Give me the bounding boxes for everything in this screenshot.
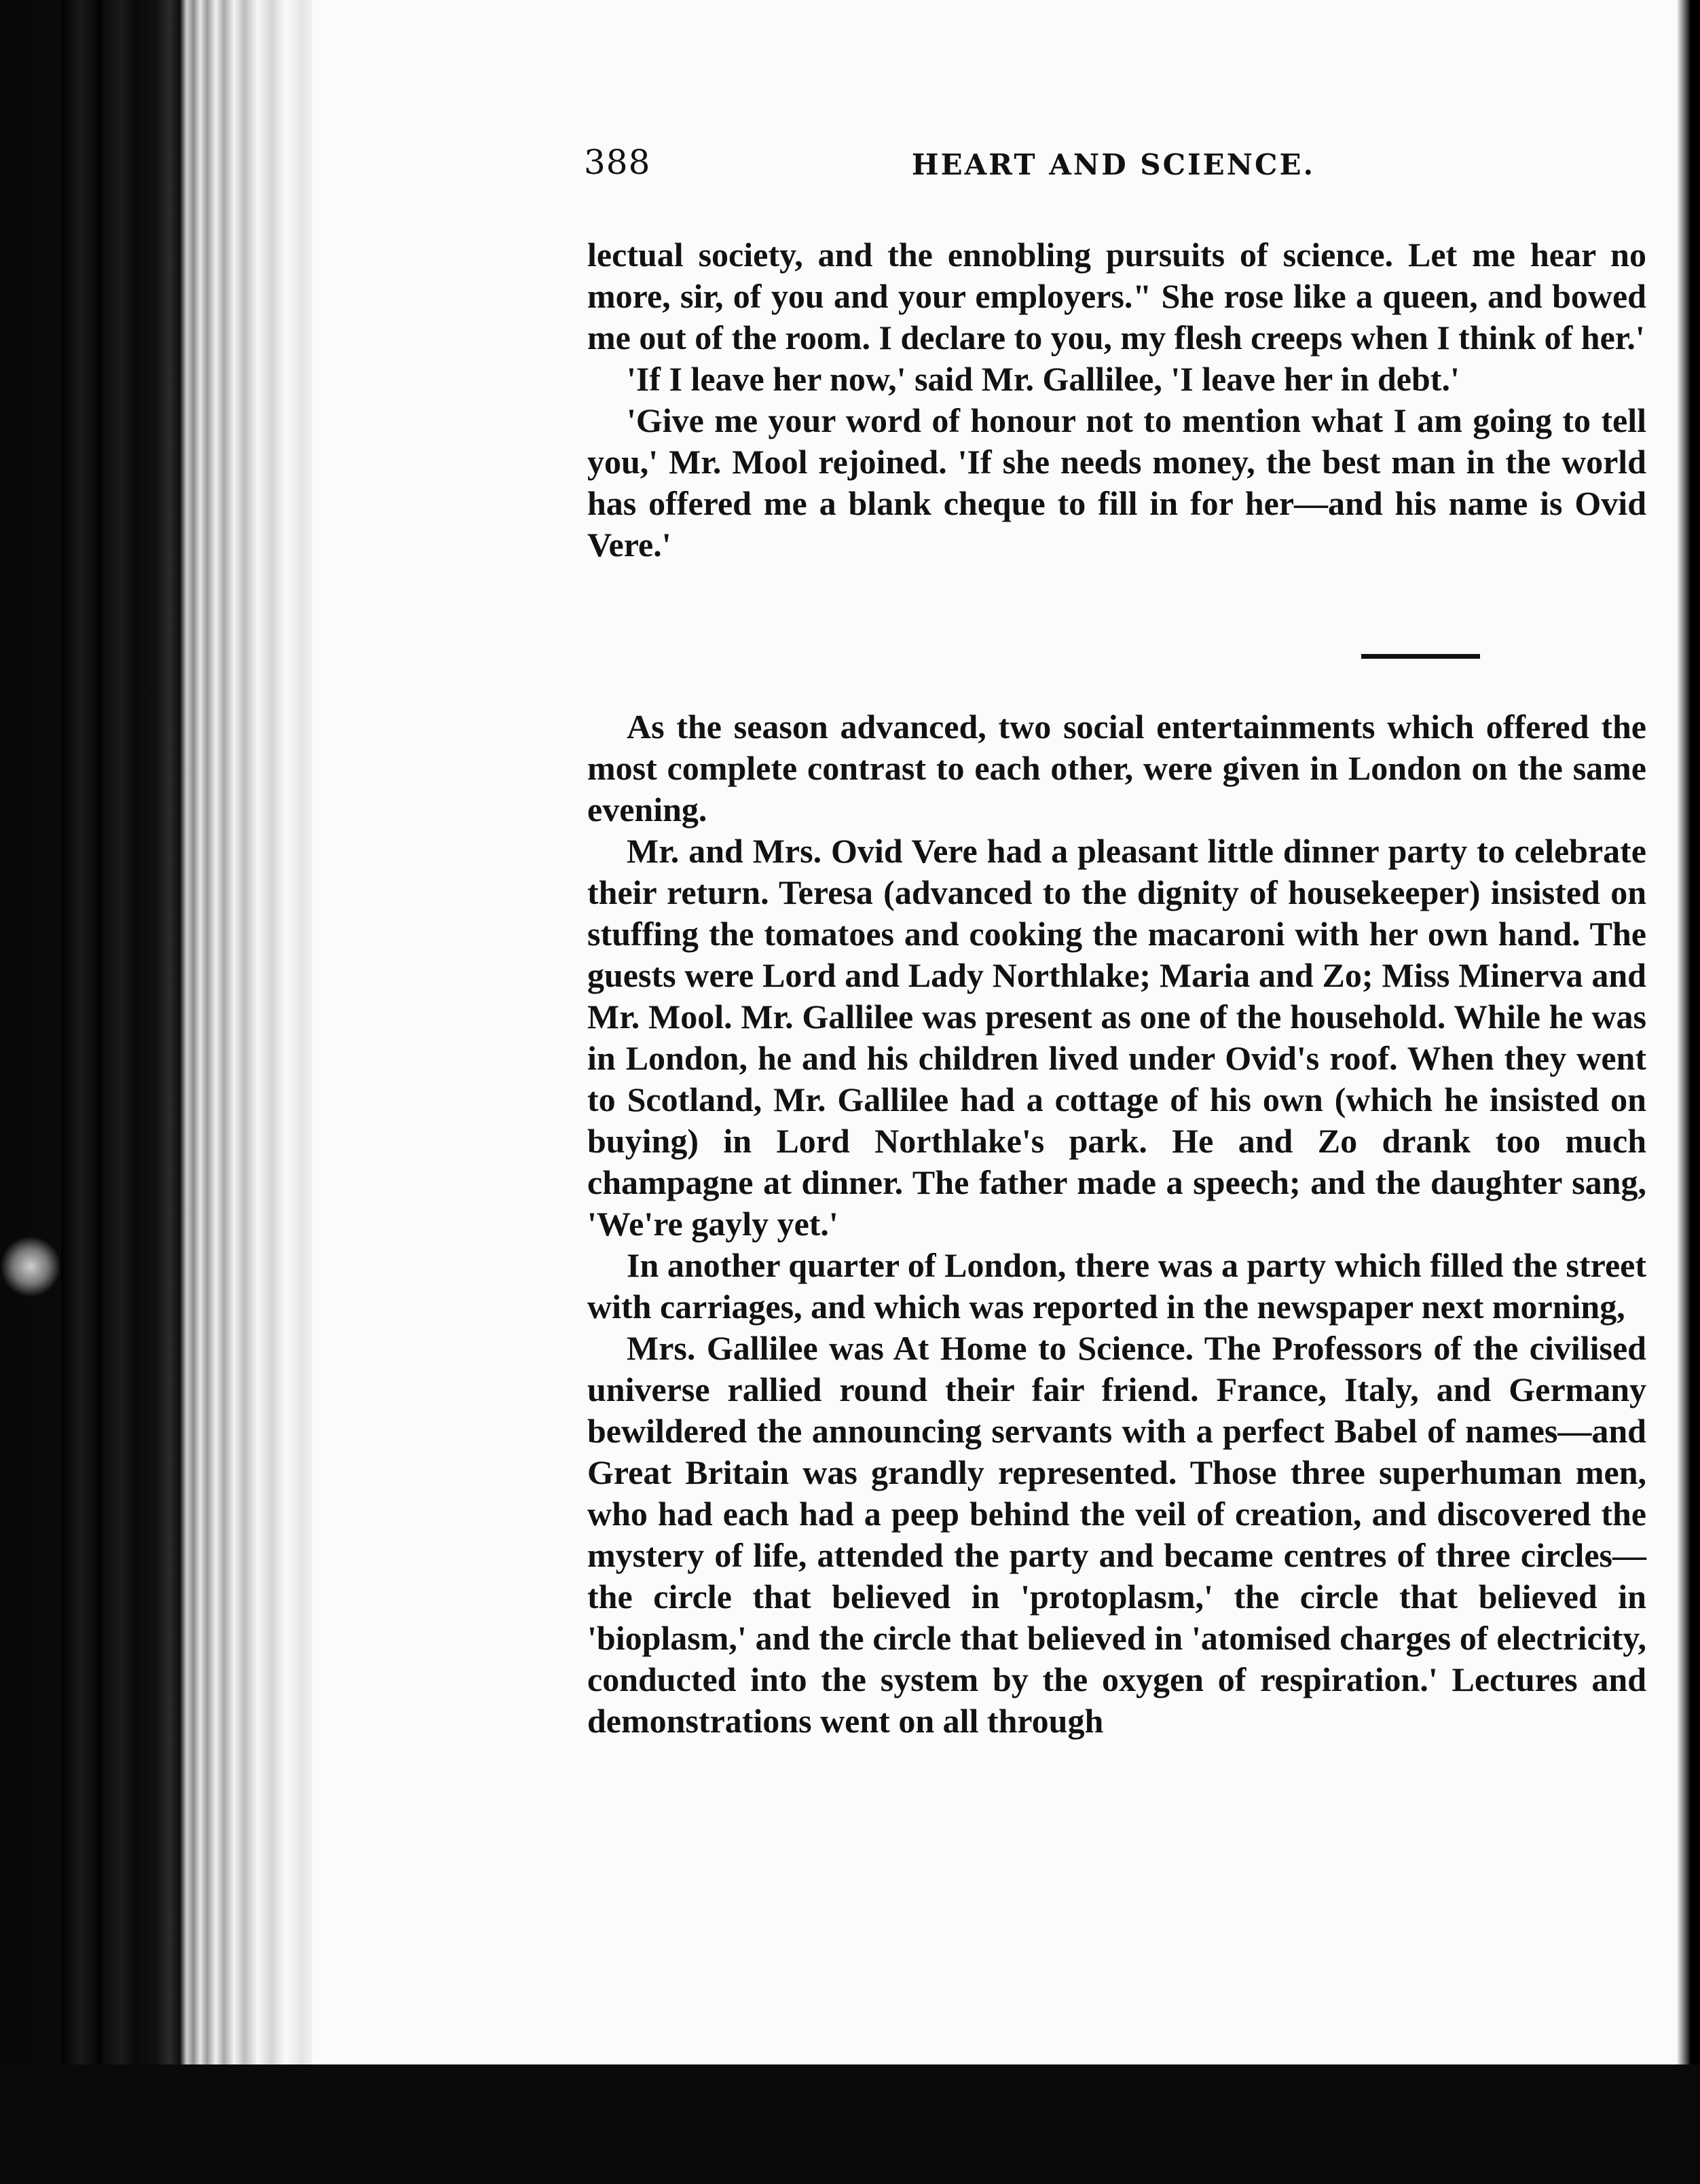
right-scan-edge xyxy=(1677,0,1700,2184)
paragraph: 'If I leave her now,' said Mr. Gallilee, 'I leave her in debt.' xyxy=(627,360,1460,398)
paragraph: lectual society, and the ennobling pursuits of science. Let me hear no more, sir, of you and your employers." She rose like a queen, and bowed me out of the room. I declare to you, my flesh creeps when I think of her.' xyxy=(587,236,1646,357)
paragraph: Mr. and Mrs. Ovid Vere had a pleasant little dinner party to celebrate their return. Teresa (advanced to the dignity of housekeeper) insisted on stuffing the tomatoes and cooking the macaroni with her own hand. The guests were Lord and Lady Northlake; Maria and Zo; Miss Minerva and Mr. Mool. Mr. Gallilee was present as one of the household. While he was in London, he and his children lived under Ovid's roof. When they went to Scotland, Mr. Gallilee had a cottage of his own (which he insisted on buying) in Lord Northlake's park. He and Zo drank too much champagne at dinner. The father made a speech; and the daughter sang, 'We're gayly yet.' xyxy=(587,832,1646,1243)
paragraph: As the season advanced, two social entertainments which offered the most complete contrast to each other, were given in London on the same evening. xyxy=(587,708,1646,829)
bottom-scan-edge xyxy=(0,2064,1700,2184)
printed-page xyxy=(312,0,1677,2064)
text-after-break xyxy=(587,706,1646,1742)
page-number: 388 xyxy=(584,143,651,182)
binding-shadow xyxy=(61,0,102,2184)
text-before-break xyxy=(587,234,1646,566)
paragraph: 'Give me your word of honour not to mention what I am going to tell you,' Mr. Mool rejoined. 'If she needs money, the best man in the world has offered me a blank cheque to fill in for her—and his name is Ovid Vere.' xyxy=(587,401,1646,564)
book-page-edges xyxy=(0,0,319,2184)
running-title: HEART AND SCIENCE. xyxy=(911,148,1316,181)
running-head xyxy=(584,136,1643,197)
paragraph: Mrs. Gallilee was At Home to Science. The Professors of the civilised universe rallied round their fair friend. France, Italy, and Germany bewildered the announcing servants with a perfect Babel of names—and Great Britain was grandly represented. Those three superhuman men, who had each had a peep behind the veil of creation, and discovered the mystery of life, attended the party and became centres of three circles—the circle that believed in 'protoplasm,' the circle that believed in 'bioplasm,' and the circle that believed in 'atomised charges of electricity, conducted into the system by the oxygen of respiration.' Lectures and demonstrations went on all through xyxy=(587,1329,1646,1740)
section-break-rule xyxy=(1361,654,1480,659)
paragraph: In another quarter of London, there was a party which filled the street with carriages, and which was reported in the newspaper next morning, xyxy=(587,1246,1646,1326)
binding-mark xyxy=(0,1236,61,1297)
